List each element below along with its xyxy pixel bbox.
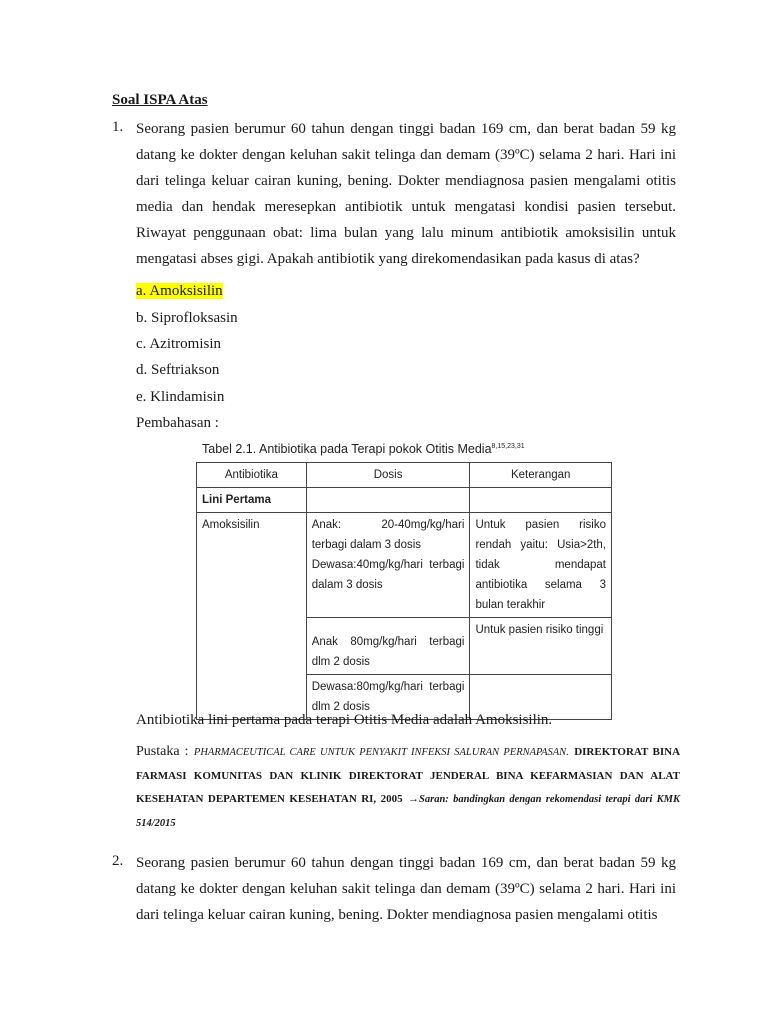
dose-1-line [312, 515, 465, 535]
dose-3: Anak 80mg/kg/hari terbagi dlm 2 dosis [306, 618, 470, 675]
dose-cell-1 [306, 513, 470, 618]
table-caption-sup: 8,15,23,31 [491, 442, 525, 450]
header-keterangan: Keterangan [470, 463, 612, 488]
table-caption [202, 442, 616, 462]
option-e: e. Klindamisin [136, 389, 225, 405]
document-title: Soal ISPA Atas [112, 92, 208, 108]
question-2-number: 2. [112, 853, 124, 869]
conclusion-text: Antibiotika lini pertama pada terapi Otitis Media adalah Amoksisilin. [136, 712, 553, 728]
note-1: Untuk pasien risiko rendah yaitu: Usia>2th, tidak mendapat antibiotika selama 3 bulan terakhir [470, 513, 612, 618]
dose-1-value: 20-40mg/kg/hari [381, 519, 465, 531]
section-lini-pertama: Lini Pertama [197, 488, 307, 513]
option-c: c. Azitromisin [136, 336, 221, 352]
dose-1-prefix: Anak: [311, 519, 342, 531]
table-row [197, 513, 612, 618]
note-2: Untuk pasien risiko tinggi [470, 618, 612, 675]
option-a [136, 281, 223, 301]
question-1-text: Seorang pasien berumur 60 tahun dengan tinggi badan 169 cm, dan berat badan 59 kg datang ke dokter dengan keluhan sakit telinga dan demam (39ºC) selama 2 hari. Hari ini dari telinga keluar cairan kuning, bening. Dokter mendiagnosa pasien mengalami otitis media dan hendak meresepkan antibiotik untuk mengatasi kondisi pasien tersebut. Riwayat penggunaan obat: lima bulan yang lalu minum antibiotik amoksisilin untuk mengatasi abses gigi. Apakah antibiotik yang direkomendasikan pada kasus di atas? [136, 121, 676, 267]
antibiotic-table-figure [196, 442, 616, 720]
option-a-highlight: a. Amoksisilin [136, 283, 223, 299]
dose-2: Dewasa:40mg/kg/hari terbagi dalam 3 dosis [311, 559, 465, 591]
table-section-row [197, 488, 612, 513]
option-d: d. Seftriakson [136, 362, 220, 378]
reference-block [136, 740, 680, 835]
discussion-label: Pembahasan : [136, 415, 219, 431]
question-2-text: Seorang pasien berumur 60 tahun dengan tinggi badan 169 cm, dan berat badan 59 kg datang ke dokter dengan keluhan sakit telinga dan demam (39ºC) selama 2 hari. Hari ini dari telinga keluar cairan kuning, bening. Dokter mendiagnosa pasien mengalami otitis [136, 855, 676, 923]
header-dosis: Dosis [306, 463, 470, 488]
dose-1-rest: terbagi dalam 3 dosis [311, 539, 422, 551]
antibiotic-table [196, 462, 612, 720]
drug-amoksisilin: Amoksisilin [197, 513, 307, 720]
question-1-number: 1. [112, 119, 124, 135]
reference-label: Pustaka : [136, 744, 189, 759]
empty-cell [306, 488, 470, 513]
dose-4: Dewasa:80mg/kg/hari terbagi dlm 2 dosis [306, 675, 470, 720]
reference-note: Saran: bandingkan dengan rekomendasi terapi dari KMK 514/2015 [136, 794, 681, 829]
reference-title: PHARMACEUTICAL CARE UNTUK PENYAKIT INFEKSI SALURAN PERNAPASAN. [193, 747, 569, 758]
reference-publisher: DIREKTORAT BINA FARMASI KOMUNITAS DAN KLINIK DIREKTORAT JENDERAL BINA KEFARMASIAN DAN ALAT KESEHATAN DEPARTEMEN KESEHATAN RI, 2005 [136, 746, 681, 805]
empty-cell [470, 488, 612, 513]
arrow-icon: → [408, 793, 420, 805]
table-caption-text: Tabel 2.1. Antibiotika pada Terapi pokok Otitis Media [202, 442, 492, 456]
option-b: b. Siprofloksasin [136, 310, 238, 326]
table-header-row [197, 463, 612, 488]
header-antibiotika: Antibiotika [197, 463, 307, 488]
